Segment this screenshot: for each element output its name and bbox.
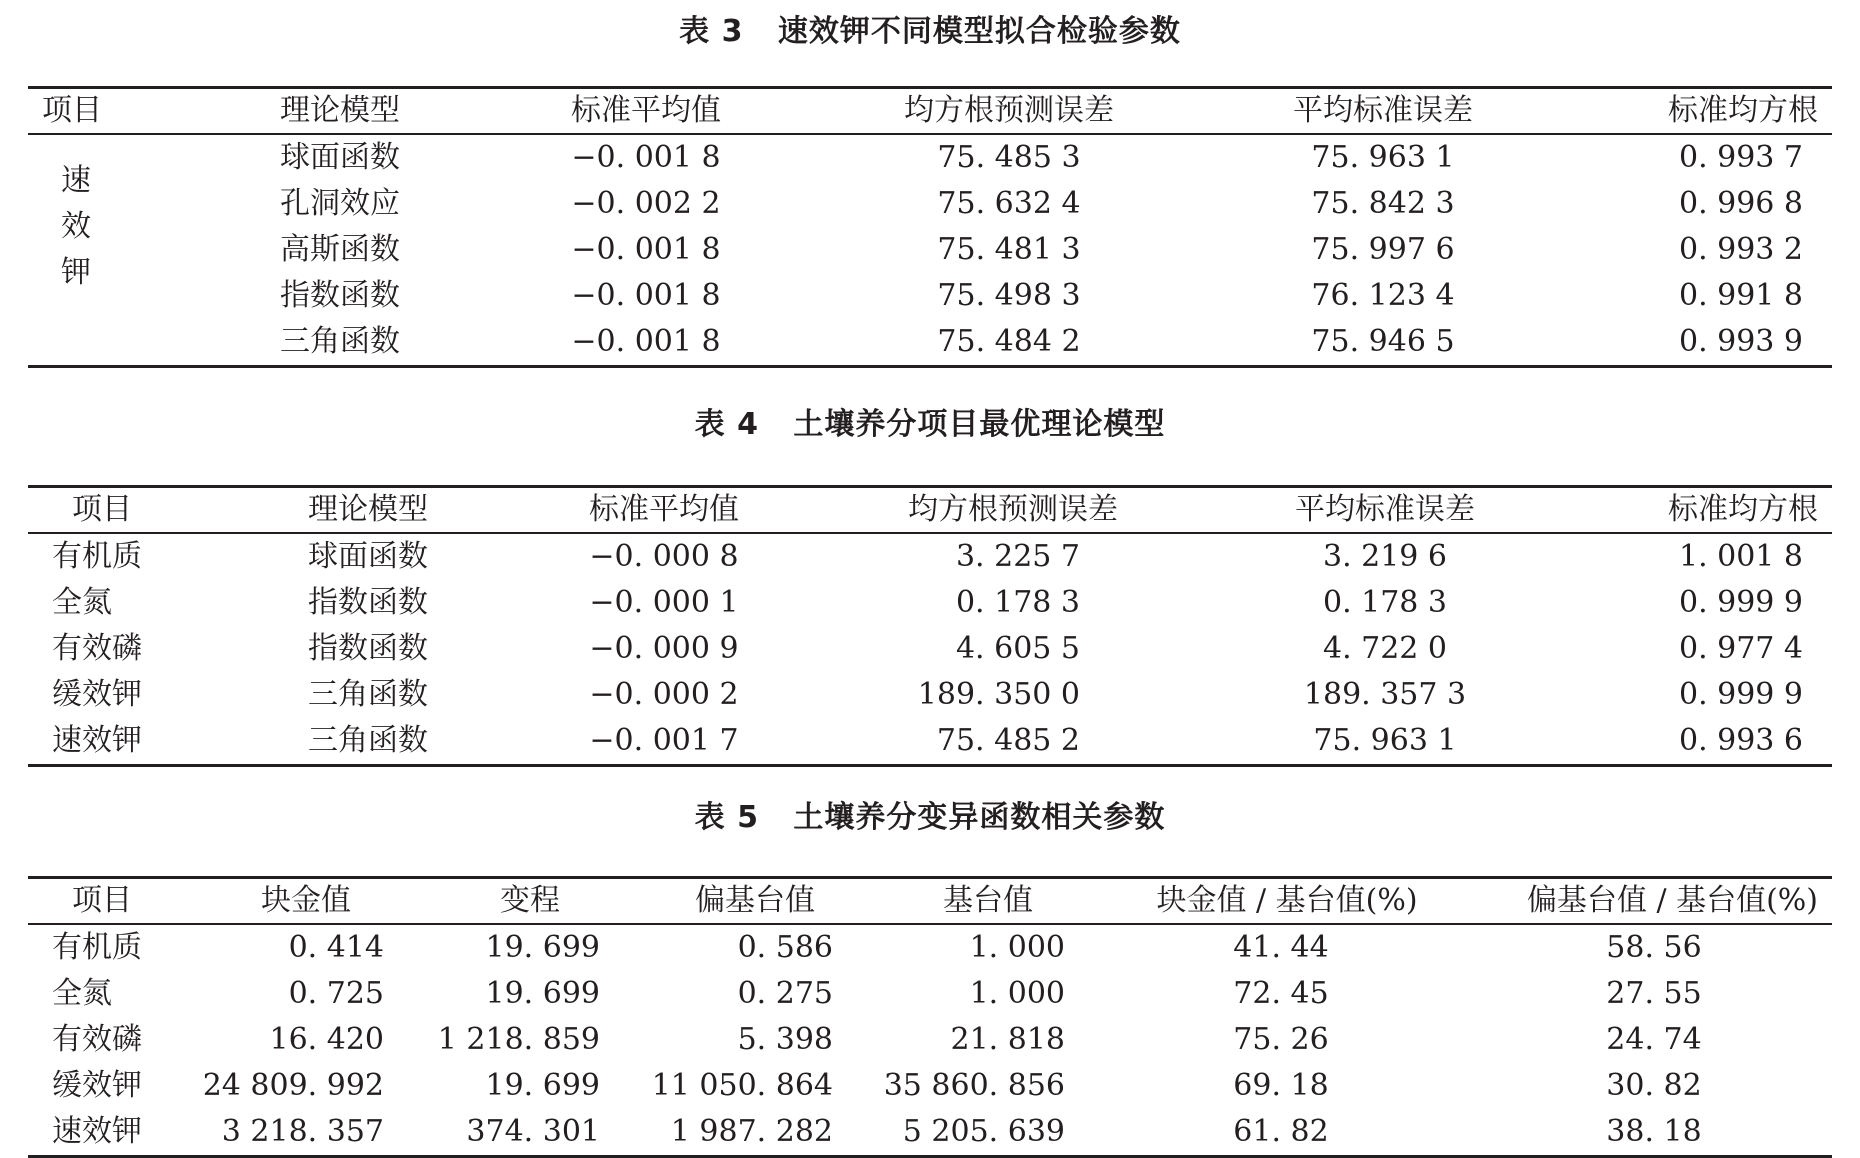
table4-ase-cell: 75. 963 1 <box>1313 723 1457 758</box>
table5-caption: 表 5 土壤养分变异函数相关参数 <box>694 800 1166 835</box>
table5-item-cell: 速效钾 <box>52 1114 142 1149</box>
table5-header-nugget-ratio: 块金值 / 基台值(%) <box>1156 883 1418 918</box>
table4-rmse-cell: 3. 225 7 <box>955 539 1080 574</box>
table4-ase-cell: 189. 357 3 <box>1303 677 1467 712</box>
table4-rmse-cell: 0. 178 3 <box>955 585 1080 620</box>
table5-partial-sill-cell: 0. 275 <box>737 976 833 1011</box>
table3-model-cell: 指数函数 <box>280 278 400 313</box>
table5-nugget-ratio-cell: 41. 44 <box>1233 930 1329 965</box>
table4-item-cell: 有机质 <box>52 539 142 574</box>
table4-rmss-cell: 0. 999 9 <box>1678 585 1804 620</box>
table-row <box>28 626 1832 672</box>
table5-item-cell: 缓效钾 <box>52 1068 142 1103</box>
table5-range-cell: 19. 699 <box>485 976 600 1011</box>
table5-nugget-cell: 3 218. 357 <box>221 1114 384 1149</box>
table3-group-label-char: 效 <box>61 209 91 244</box>
table4-rmss-cell: 0. 999 9 <box>1678 677 1804 712</box>
table5-nugget-cell: 16. 420 <box>269 1022 384 1057</box>
table5-range-cell: 19. 699 <box>485 1068 600 1103</box>
table3-ase-cell: 76. 123 4 <box>1311 278 1455 313</box>
table3-model-cell: 球面函数 <box>280 140 400 175</box>
table4-mean-cell: −0. 001 7 <box>589 723 739 758</box>
table4-model-cell: 球面函数 <box>308 539 428 574</box>
table-row <box>28 580 1832 626</box>
table3-mean-cell: −0. 001 8 <box>571 278 721 313</box>
table4-ase-cell: 0. 178 3 <box>1322 585 1448 620</box>
table-row <box>28 534 1832 580</box>
table3-rmss-cell: 0. 993 9 <box>1678 324 1804 359</box>
table4-mean-cell: −0. 000 9 <box>589 631 739 666</box>
table-row <box>28 718 1832 764</box>
table4-ase-cell: 4. 722 0 <box>1322 631 1448 666</box>
table4-header-rmse: 均方根预测误差 <box>908 492 1118 527</box>
table-row <box>28 135 1832 181</box>
table4-rmse-cell: 4. 605 5 <box>955 631 1080 666</box>
table-row <box>28 319 1832 365</box>
table5-header-partial-ratio: 偏基台值 / 基台值(%) <box>1526 883 1818 918</box>
table3-group-label-char: 速 <box>61 163 91 198</box>
table3-rmss-cell: 0. 993 7 <box>1678 140 1804 175</box>
table5-sill-cell: 1. 000 <box>969 930 1065 965</box>
table5-header-sill: 基台值 <box>943 883 1033 918</box>
table3 <box>28 86 1832 368</box>
table5-partial-ratio-cell: 58. 56 <box>1606 930 1702 965</box>
table4-header-rmss: 标准均方根 <box>1668 492 1818 527</box>
table4-header-row <box>28 488 1832 534</box>
table5-header-row <box>28 879 1832 925</box>
table-row <box>28 1017 1832 1063</box>
table-row <box>28 1063 1832 1109</box>
table5-nugget-cell: 0. 414 <box>288 930 384 965</box>
table4-item-cell: 有效磷 <box>52 631 142 666</box>
table4-mean-cell: −0. 000 1 <box>589 585 739 620</box>
table3-mean-cell: −0. 001 8 <box>571 324 721 359</box>
table3-model-cell: 孔洞效应 <box>280 186 400 221</box>
table5-partial-ratio-cell: 30. 82 <box>1606 1068 1702 1103</box>
table3-body <box>28 135 1832 365</box>
table4-mean-cell: −0. 000 2 <box>589 677 739 712</box>
table-row <box>28 971 1832 1017</box>
table5-item-cell: 有效磷 <box>52 1022 142 1057</box>
table5-nugget-ratio-cell: 69. 18 <box>1233 1068 1329 1103</box>
table5-partial-ratio-cell: 27. 55 <box>1606 976 1702 1011</box>
table3-rmse-cell: 75. 485 3 <box>937 140 1081 175</box>
table3-group-label-char: 钾 <box>61 255 91 290</box>
table5-range-cell: 19. 699 <box>485 930 600 965</box>
table5-range-cell: 374. 301 <box>466 1114 600 1149</box>
table3-rmse-cell: 75. 498 3 <box>937 278 1081 313</box>
table-row <box>28 273 1832 319</box>
table3-rmss-cell: 0. 993 2 <box>1678 232 1804 267</box>
table5-nugget-cell: 24 809. 992 <box>202 1068 384 1103</box>
table3-mean-cell: −0. 001 8 <box>571 140 721 175</box>
table5-sill-cell: 35 860. 856 <box>883 1068 1065 1103</box>
table4-header-model: 理论模型 <box>308 492 428 527</box>
table3-rmss-cell: 0. 991 8 <box>1678 278 1804 313</box>
table3-rmse-cell: 75. 484 2 <box>937 324 1081 359</box>
table4-item-cell: 速效钾 <box>52 723 142 758</box>
table5-header-partial-sill: 偏基台值 <box>695 883 815 918</box>
table5-nugget-ratio-cell: 75. 26 <box>1233 1022 1329 1057</box>
table4-rmse-cell: 189. 350 0 <box>917 677 1080 712</box>
table3-header-rmss: 标准均方根 <box>1668 93 1818 128</box>
table5-header-item: 项目 <box>72 883 132 918</box>
table5 <box>28 876 1832 1158</box>
table5-sill-cell: 5 205. 639 <box>902 1114 1065 1149</box>
table5-range-cell: 1 218. 859 <box>437 1022 600 1057</box>
table3-ase-cell: 75. 963 1 <box>1311 140 1455 175</box>
table4-model-cell: 三角函数 <box>308 723 428 758</box>
table3-header-row <box>28 89 1832 135</box>
table3-rmse-cell: 75. 481 3 <box>937 232 1081 267</box>
table4-model-cell: 指数函数 <box>308 585 428 620</box>
table-row <box>28 1109 1832 1155</box>
table5-nugget-ratio-cell: 72. 45 <box>1233 976 1329 1011</box>
table5-nugget-ratio-cell: 61. 82 <box>1233 1114 1329 1149</box>
table4-caption: 表 4 土壤养分项目最优理论模型 <box>694 407 1166 442</box>
table4-rmse-cell: 75. 485 2 <box>936 723 1080 758</box>
table5-item-cell: 有机质 <box>52 930 142 965</box>
table5-nugget-cell: 0. 725 <box>288 976 384 1011</box>
table4-rmss-cell: 0. 977 4 <box>1678 631 1804 666</box>
table-row <box>28 925 1832 971</box>
table3-header-mean: 标准平均值 <box>571 93 721 128</box>
table-row <box>28 181 1832 227</box>
table4-rmss-cell: 0. 993 6 <box>1678 723 1804 758</box>
table5-sill-cell: 21. 818 <box>950 1022 1065 1057</box>
table5-partial-sill-cell: 11 050. 864 <box>651 1068 833 1103</box>
table-row <box>28 227 1832 273</box>
table4-header-item: 项目 <box>72 492 132 527</box>
table4-rmss-cell: 1. 001 8 <box>1678 539 1804 574</box>
table4 <box>28 485 1832 767</box>
table4-ase-cell: 3. 219 6 <box>1322 539 1448 574</box>
table4-header-ase: 平均标准误差 <box>1295 492 1475 527</box>
table4-item-cell: 缓效钾 <box>52 677 142 712</box>
table5-partial-sill-cell: 5. 398 <box>737 1022 833 1057</box>
table3-ase-cell: 75. 946 5 <box>1311 324 1455 359</box>
table3-caption: 表 3 速效钾不同模型拟合检验参数 <box>679 14 1181 49</box>
table4-mean-cell: −0. 000 8 <box>589 539 739 574</box>
table3-mean-cell: −0. 001 8 <box>571 232 721 267</box>
table3-ase-cell: 75. 997 6 <box>1311 232 1455 267</box>
table5-partial-ratio-cell: 24. 74 <box>1606 1022 1702 1057</box>
table4-model-cell: 三角函数 <box>308 677 428 712</box>
table3-header-ase: 平均标准误差 <box>1293 93 1473 128</box>
table4-header-mean: 标准平均值 <box>589 492 739 527</box>
table5-item-cell: 全氮 <box>52 976 112 1011</box>
table5-partial-sill-cell: 0. 586 <box>737 930 833 965</box>
table-row <box>28 672 1832 718</box>
table3-rmse-cell: 75. 632 4 <box>937 186 1081 221</box>
table3-header-model: 理论模型 <box>280 93 400 128</box>
table5-partial-sill-cell: 1 987. 282 <box>670 1114 833 1149</box>
table3-mean-cell: −0. 002 2 <box>571 186 721 221</box>
table4-model-cell: 指数函数 <box>308 631 428 666</box>
table3-header-rmse: 均方根预测误差 <box>904 93 1114 128</box>
table3-ase-cell: 75. 842 3 <box>1311 186 1455 221</box>
table5-header-range: 变程 <box>500 883 560 918</box>
table5-partial-ratio-cell: 38. 18 <box>1606 1114 1702 1149</box>
table3-model-cell: 三角函数 <box>280 324 400 359</box>
table5-header-nugget: 块金值 <box>261 883 351 918</box>
table5-sill-cell: 1. 000 <box>969 976 1065 1011</box>
table3-header-item: 项目 <box>42 93 102 128</box>
table3-rmss-cell: 0. 996 8 <box>1678 186 1804 221</box>
table3-model-cell: 高斯函数 <box>280 232 400 267</box>
table4-item-cell: 全氮 <box>52 585 112 620</box>
